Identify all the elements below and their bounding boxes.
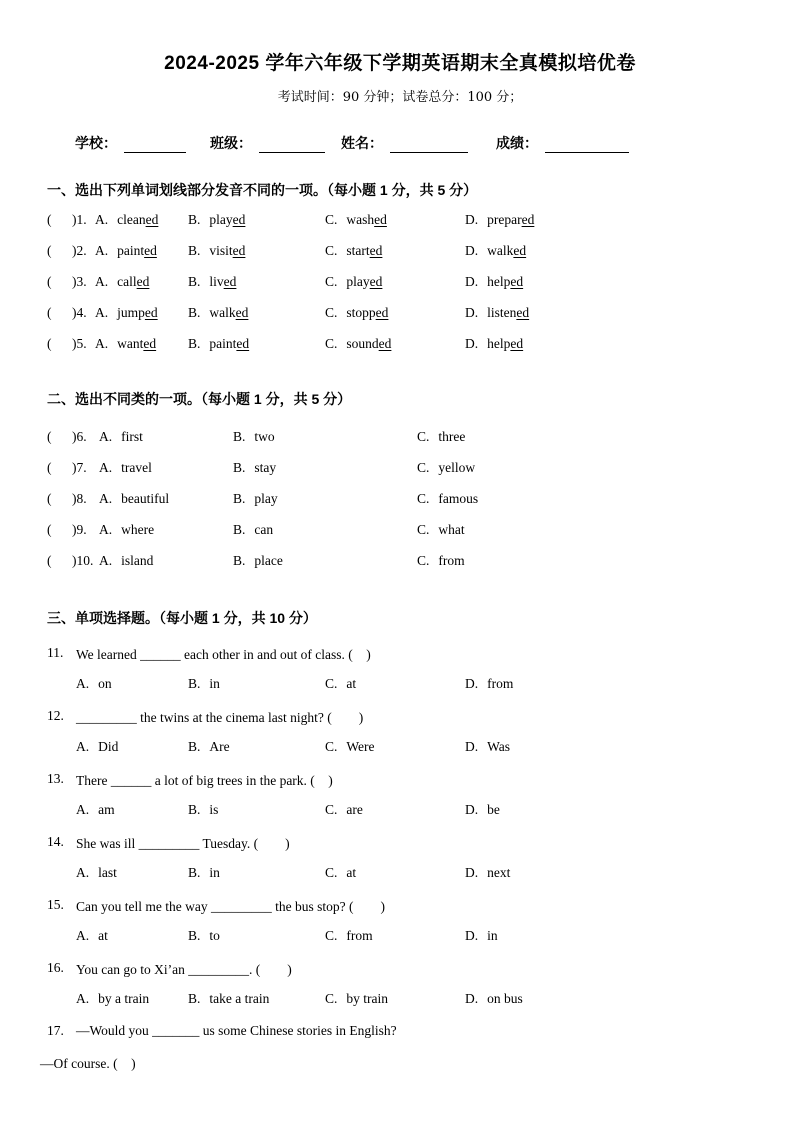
option-label: A. xyxy=(95,304,109,320)
option-label: B. xyxy=(188,865,201,881)
answer-paren: ( xyxy=(47,521,52,537)
option-label: C. xyxy=(325,928,338,944)
option-label: A. xyxy=(99,552,113,568)
option-label: C. xyxy=(417,459,430,475)
option-c xyxy=(417,429,753,445)
option-c xyxy=(325,243,465,259)
option-d xyxy=(465,212,753,228)
option-label: C. xyxy=(325,802,338,818)
option-word: beautiful xyxy=(121,490,170,506)
option-word: Was xyxy=(487,739,511,755)
option-b xyxy=(188,865,325,881)
option-word-stem: paint xyxy=(117,242,145,258)
field-name-blank xyxy=(390,136,468,153)
question-text: You can go to Xi’an _________. ( ) xyxy=(76,961,292,977)
option-label: B. xyxy=(188,211,201,227)
answer-paren: ( xyxy=(47,490,52,506)
option-label: C. xyxy=(417,521,430,537)
question-text: She was ill _________ Tuesday. ( ) xyxy=(76,835,290,851)
option-word: by train xyxy=(346,991,389,1007)
question-number: )5. xyxy=(72,335,87,351)
option-word-ending: ed xyxy=(374,211,387,227)
option-label: B. xyxy=(233,428,246,444)
question-number: )3. xyxy=(72,273,87,289)
question-text: There ______ a lot of big trees in the park. ( ) xyxy=(76,772,333,788)
question-number: 11. xyxy=(47,644,64,660)
option-label: C. xyxy=(417,490,430,506)
option-label: A. xyxy=(76,928,90,944)
option-label: D. xyxy=(465,676,479,692)
option-a xyxy=(99,429,233,445)
option-d xyxy=(465,928,753,944)
option-label: C. xyxy=(417,428,430,444)
option-label: B. xyxy=(233,552,246,568)
option-word: at xyxy=(346,865,357,881)
option-word: what xyxy=(438,521,465,537)
option-label: C. xyxy=(325,865,338,881)
option-c xyxy=(417,553,753,569)
section-3-heading: 三、单项选择题。（每小题 1 分，共 10 分） xyxy=(47,610,317,626)
option-word: Did xyxy=(98,739,119,755)
question-row-7 xyxy=(47,452,753,483)
question-16-options xyxy=(47,984,753,1016)
option-b xyxy=(188,305,325,321)
option-c xyxy=(325,305,465,321)
option-label: D. xyxy=(465,273,479,289)
option-word: three xyxy=(438,428,466,444)
section-2-questions xyxy=(47,421,753,576)
option-word-stem: stopp xyxy=(346,304,376,320)
option-c xyxy=(325,802,465,818)
option-word-stem: want xyxy=(117,335,144,351)
field-name xyxy=(341,133,468,153)
option-label: D. xyxy=(465,242,479,258)
question-12-options xyxy=(47,732,753,764)
option-word-ending: ed xyxy=(375,304,389,320)
option-c xyxy=(325,676,465,692)
option-word: Were xyxy=(346,739,375,755)
option-a xyxy=(76,802,188,818)
question-15 xyxy=(47,889,753,921)
option-d xyxy=(465,739,753,755)
option-label: C. xyxy=(325,739,338,755)
question-17-answer-line: —Of course. ( ) xyxy=(40,1056,136,1072)
option-b xyxy=(233,553,417,569)
question-text: We learned ______ each other in and out of class. ( ) xyxy=(76,646,371,662)
option-label: C. xyxy=(325,242,338,258)
option-label: B. xyxy=(188,991,201,1007)
option-label: B. xyxy=(188,273,201,289)
option-label: D. xyxy=(465,865,479,881)
question-number: )10. xyxy=(72,552,94,568)
option-label: A. xyxy=(99,428,113,444)
option-b xyxy=(233,491,417,507)
option-a xyxy=(95,274,188,290)
option-label: A. xyxy=(76,802,90,818)
answer-paren: ( xyxy=(47,242,52,258)
option-word-stem: wash xyxy=(346,211,375,227)
option-word: where xyxy=(121,521,155,537)
option-label: A. xyxy=(76,991,90,1007)
question-number: 15. xyxy=(47,896,64,912)
option-word: stay xyxy=(254,459,277,475)
option-word-stem: sound xyxy=(346,335,379,351)
question-row-9 xyxy=(47,514,753,545)
option-d xyxy=(465,305,753,321)
option-word: take a train xyxy=(209,991,270,1007)
section-2-heading: 二、选出不同类的一项。（每小题 1 分，共 5 分） xyxy=(47,391,352,407)
option-label: B. xyxy=(188,304,201,320)
option-word: Are xyxy=(209,739,230,755)
option-word-stem: call xyxy=(117,273,137,289)
option-word: on xyxy=(98,676,112,692)
option-word-stem: help xyxy=(487,273,511,289)
option-c xyxy=(325,212,465,228)
option-d xyxy=(465,274,753,290)
option-word-stem: walk xyxy=(487,242,514,258)
question-text: —Would you _______ us some Chinese stories in English? xyxy=(76,1022,397,1038)
option-c xyxy=(325,739,465,755)
option-word: on bus xyxy=(487,991,523,1007)
exam-meta: 考试时间：90 分钟；试卷总分：100 分； xyxy=(277,90,523,105)
option-c xyxy=(325,274,465,290)
option-word: be xyxy=(487,802,500,818)
option-label: A. xyxy=(76,739,90,755)
option-label: A. xyxy=(99,490,113,506)
question-14-options xyxy=(47,858,753,890)
answer-paren: ( xyxy=(47,459,52,475)
option-word-ending: ed xyxy=(232,242,246,258)
option-word: island xyxy=(121,552,154,568)
question-text: _________ the twins at the cinema last night? ( ) xyxy=(76,709,364,725)
option-a xyxy=(99,553,233,569)
option-word-stem: liv xyxy=(209,273,224,289)
option-word-ending: ed xyxy=(145,211,159,227)
question-17 xyxy=(47,1015,753,1047)
field-score-blank xyxy=(545,136,629,153)
option-word-stem: play xyxy=(209,211,233,227)
field-class xyxy=(210,133,325,153)
option-b xyxy=(188,676,325,692)
option-a xyxy=(95,336,188,352)
answer-paren: ( xyxy=(47,273,52,289)
option-word-ending: ed xyxy=(521,211,535,227)
option-label: B. xyxy=(188,802,201,818)
option-word-ending: ed xyxy=(369,273,383,289)
option-word-ending: ed xyxy=(369,242,383,258)
question-row-2 xyxy=(47,235,753,266)
option-label: D. xyxy=(465,335,479,351)
option-a xyxy=(95,243,188,259)
option-label: C. xyxy=(417,552,430,568)
option-d xyxy=(465,991,753,1007)
question-14 xyxy=(47,826,753,858)
option-d xyxy=(465,802,753,818)
option-label: B. xyxy=(233,459,246,475)
student-info-row xyxy=(75,133,753,153)
question-number: )6. xyxy=(72,428,87,444)
question-row-6 xyxy=(47,421,753,452)
question-12 xyxy=(47,700,753,732)
option-word: two xyxy=(254,428,275,444)
option-c xyxy=(325,336,465,352)
option-c xyxy=(417,522,753,538)
option-label: A. xyxy=(95,242,109,258)
option-label: D. xyxy=(465,802,479,818)
option-word-ending: ed xyxy=(510,273,524,289)
option-word: in xyxy=(487,928,498,944)
option-label: B. xyxy=(233,521,246,537)
option-word-stem: clean xyxy=(117,211,146,227)
option-word: yellow xyxy=(438,459,476,475)
option-label: A. xyxy=(76,676,90,692)
option-d xyxy=(465,243,753,259)
option-a xyxy=(95,305,188,321)
field-class-label: 班级： xyxy=(210,135,252,151)
option-b xyxy=(188,991,325,1007)
option-word: famous xyxy=(438,490,479,506)
option-word-stem: play xyxy=(346,273,370,289)
option-word-ending: ed xyxy=(236,335,250,351)
option-word-stem: visit xyxy=(209,242,233,258)
answer-paren: ( xyxy=(47,211,52,227)
page-title: 2024-2025 学年六年级下学期英语期末全真模拟培优卷 xyxy=(164,53,636,74)
section-1-questions xyxy=(47,204,753,359)
option-a xyxy=(99,460,233,476)
option-b xyxy=(233,429,417,445)
option-word: last xyxy=(98,865,117,881)
question-number: )2. xyxy=(72,242,87,258)
option-word-stem: walk xyxy=(209,304,236,320)
option-word-ending: ed xyxy=(378,335,392,351)
option-word-ending: ed xyxy=(232,211,246,227)
option-c xyxy=(417,460,753,476)
option-c xyxy=(417,491,753,507)
field-score xyxy=(496,133,629,153)
option-label: D. xyxy=(465,928,479,944)
option-label: B. xyxy=(188,739,201,755)
option-label: D. xyxy=(465,211,479,227)
question-row-1 xyxy=(47,204,753,235)
question-number: )4. xyxy=(72,304,87,320)
question-text: Can you tell me the way _________ the bus stop? ( ) xyxy=(76,898,385,914)
question-11-options xyxy=(47,669,753,701)
option-word: in xyxy=(209,865,220,881)
option-a xyxy=(99,491,233,507)
option-word: from xyxy=(438,552,465,568)
option-label: C. xyxy=(325,304,338,320)
question-number: )1. xyxy=(72,211,87,227)
option-word-ending: ed xyxy=(516,304,530,320)
option-b xyxy=(188,243,325,259)
option-label: D. xyxy=(465,739,479,755)
option-word-ending: ed xyxy=(136,273,150,289)
option-word: at xyxy=(346,676,357,692)
question-number: 16. xyxy=(47,959,64,975)
option-label: C. xyxy=(325,211,338,227)
question-number: )7. xyxy=(72,459,87,475)
option-word-stem: prepar xyxy=(487,211,522,227)
question-row-3 xyxy=(47,266,753,297)
option-label: C. xyxy=(325,273,338,289)
option-word: by a train xyxy=(98,991,150,1007)
question-number: )8. xyxy=(72,490,87,506)
answer-paren: ( xyxy=(47,304,52,320)
field-school-label: 学校： xyxy=(75,135,117,151)
option-b xyxy=(188,212,325,228)
field-school-blank xyxy=(124,136,186,153)
option-label: A. xyxy=(95,273,109,289)
option-word: to xyxy=(209,928,220,944)
question-row-10 xyxy=(47,545,753,576)
option-label: A. xyxy=(95,335,109,351)
option-word-stem: help xyxy=(487,335,511,351)
option-a xyxy=(95,212,188,228)
option-word-stem: jump xyxy=(117,304,145,320)
option-label: B. xyxy=(188,335,201,351)
option-word: can xyxy=(254,521,274,537)
question-15-options xyxy=(47,921,753,953)
option-d xyxy=(465,336,753,352)
option-c xyxy=(325,991,465,1007)
option-a xyxy=(99,522,233,538)
option-word-ending: ed xyxy=(144,304,158,320)
option-word-ending: ed xyxy=(513,242,527,258)
question-number: 17. xyxy=(47,1022,64,1038)
option-c xyxy=(325,865,465,881)
option-b xyxy=(188,928,325,944)
option-word: am xyxy=(98,802,115,818)
option-word: is xyxy=(209,802,219,818)
answer-paren: ( xyxy=(47,335,52,351)
answer-paren: ( xyxy=(47,428,52,444)
option-label: B. xyxy=(188,242,201,258)
question-row-4 xyxy=(47,297,753,328)
option-label: A. xyxy=(99,459,113,475)
option-a xyxy=(76,865,188,881)
option-word: in xyxy=(209,676,220,692)
option-word: from xyxy=(487,676,514,692)
option-label: D. xyxy=(465,304,479,320)
option-b xyxy=(188,802,325,818)
option-b xyxy=(233,522,417,538)
option-word: at xyxy=(98,928,108,944)
option-word: place xyxy=(254,552,283,568)
option-label: B. xyxy=(233,490,246,506)
option-b xyxy=(188,336,325,352)
option-word-stem: listen xyxy=(487,304,517,320)
section-1-heading: 一、选出下列单词划线部分发音不同的一项。（每小题 1 分，共 5 分） xyxy=(47,182,478,198)
option-a xyxy=(76,676,188,692)
question-number: 13. xyxy=(47,770,64,786)
question-13 xyxy=(47,763,753,795)
option-c xyxy=(325,928,465,944)
option-b xyxy=(188,739,325,755)
option-word: play xyxy=(254,490,278,506)
field-name-label: 姓名： xyxy=(341,135,383,151)
field-score-label: 成绩： xyxy=(496,135,538,151)
option-word-stem: start xyxy=(346,242,370,258)
option-a xyxy=(76,991,188,1007)
section-3-questions xyxy=(40,637,753,1078)
field-class-blank xyxy=(259,136,325,153)
question-row-5 xyxy=(47,328,753,359)
option-word: are xyxy=(346,802,363,818)
question-11 xyxy=(47,637,753,669)
question-number: )9. xyxy=(72,521,87,537)
question-number: 12. xyxy=(47,707,64,723)
option-label: B. xyxy=(188,676,201,692)
option-d xyxy=(465,865,753,881)
option-label: C. xyxy=(325,676,338,692)
option-label: A. xyxy=(76,865,90,881)
option-label: A. xyxy=(99,521,113,537)
question-row-8 xyxy=(47,483,753,514)
option-word-stem: paint xyxy=(209,335,237,351)
option-label: C. xyxy=(325,335,338,351)
option-word: next xyxy=(487,865,511,881)
option-word: travel xyxy=(121,459,152,475)
option-label: A. xyxy=(95,211,109,227)
field-school xyxy=(75,133,186,153)
option-word-ending: ed xyxy=(235,304,249,320)
option-word: first xyxy=(121,428,143,444)
option-label: D. xyxy=(465,991,479,1007)
answer-paren: ( xyxy=(47,552,52,568)
question-16 xyxy=(47,952,753,984)
option-b xyxy=(233,460,417,476)
option-b xyxy=(188,274,325,290)
option-word-ending: ed xyxy=(510,335,524,351)
option-word: from xyxy=(346,928,373,944)
option-word-ending: ed xyxy=(144,242,157,258)
question-13-options xyxy=(47,795,753,827)
option-a xyxy=(76,928,188,944)
option-a xyxy=(76,739,188,755)
option-word-ending: ed xyxy=(223,273,237,289)
option-word-ending: ed xyxy=(143,335,157,351)
option-d xyxy=(465,676,753,692)
option-label: C. xyxy=(325,991,338,1007)
option-label: B. xyxy=(188,928,201,944)
question-number: 14. xyxy=(47,833,64,849)
